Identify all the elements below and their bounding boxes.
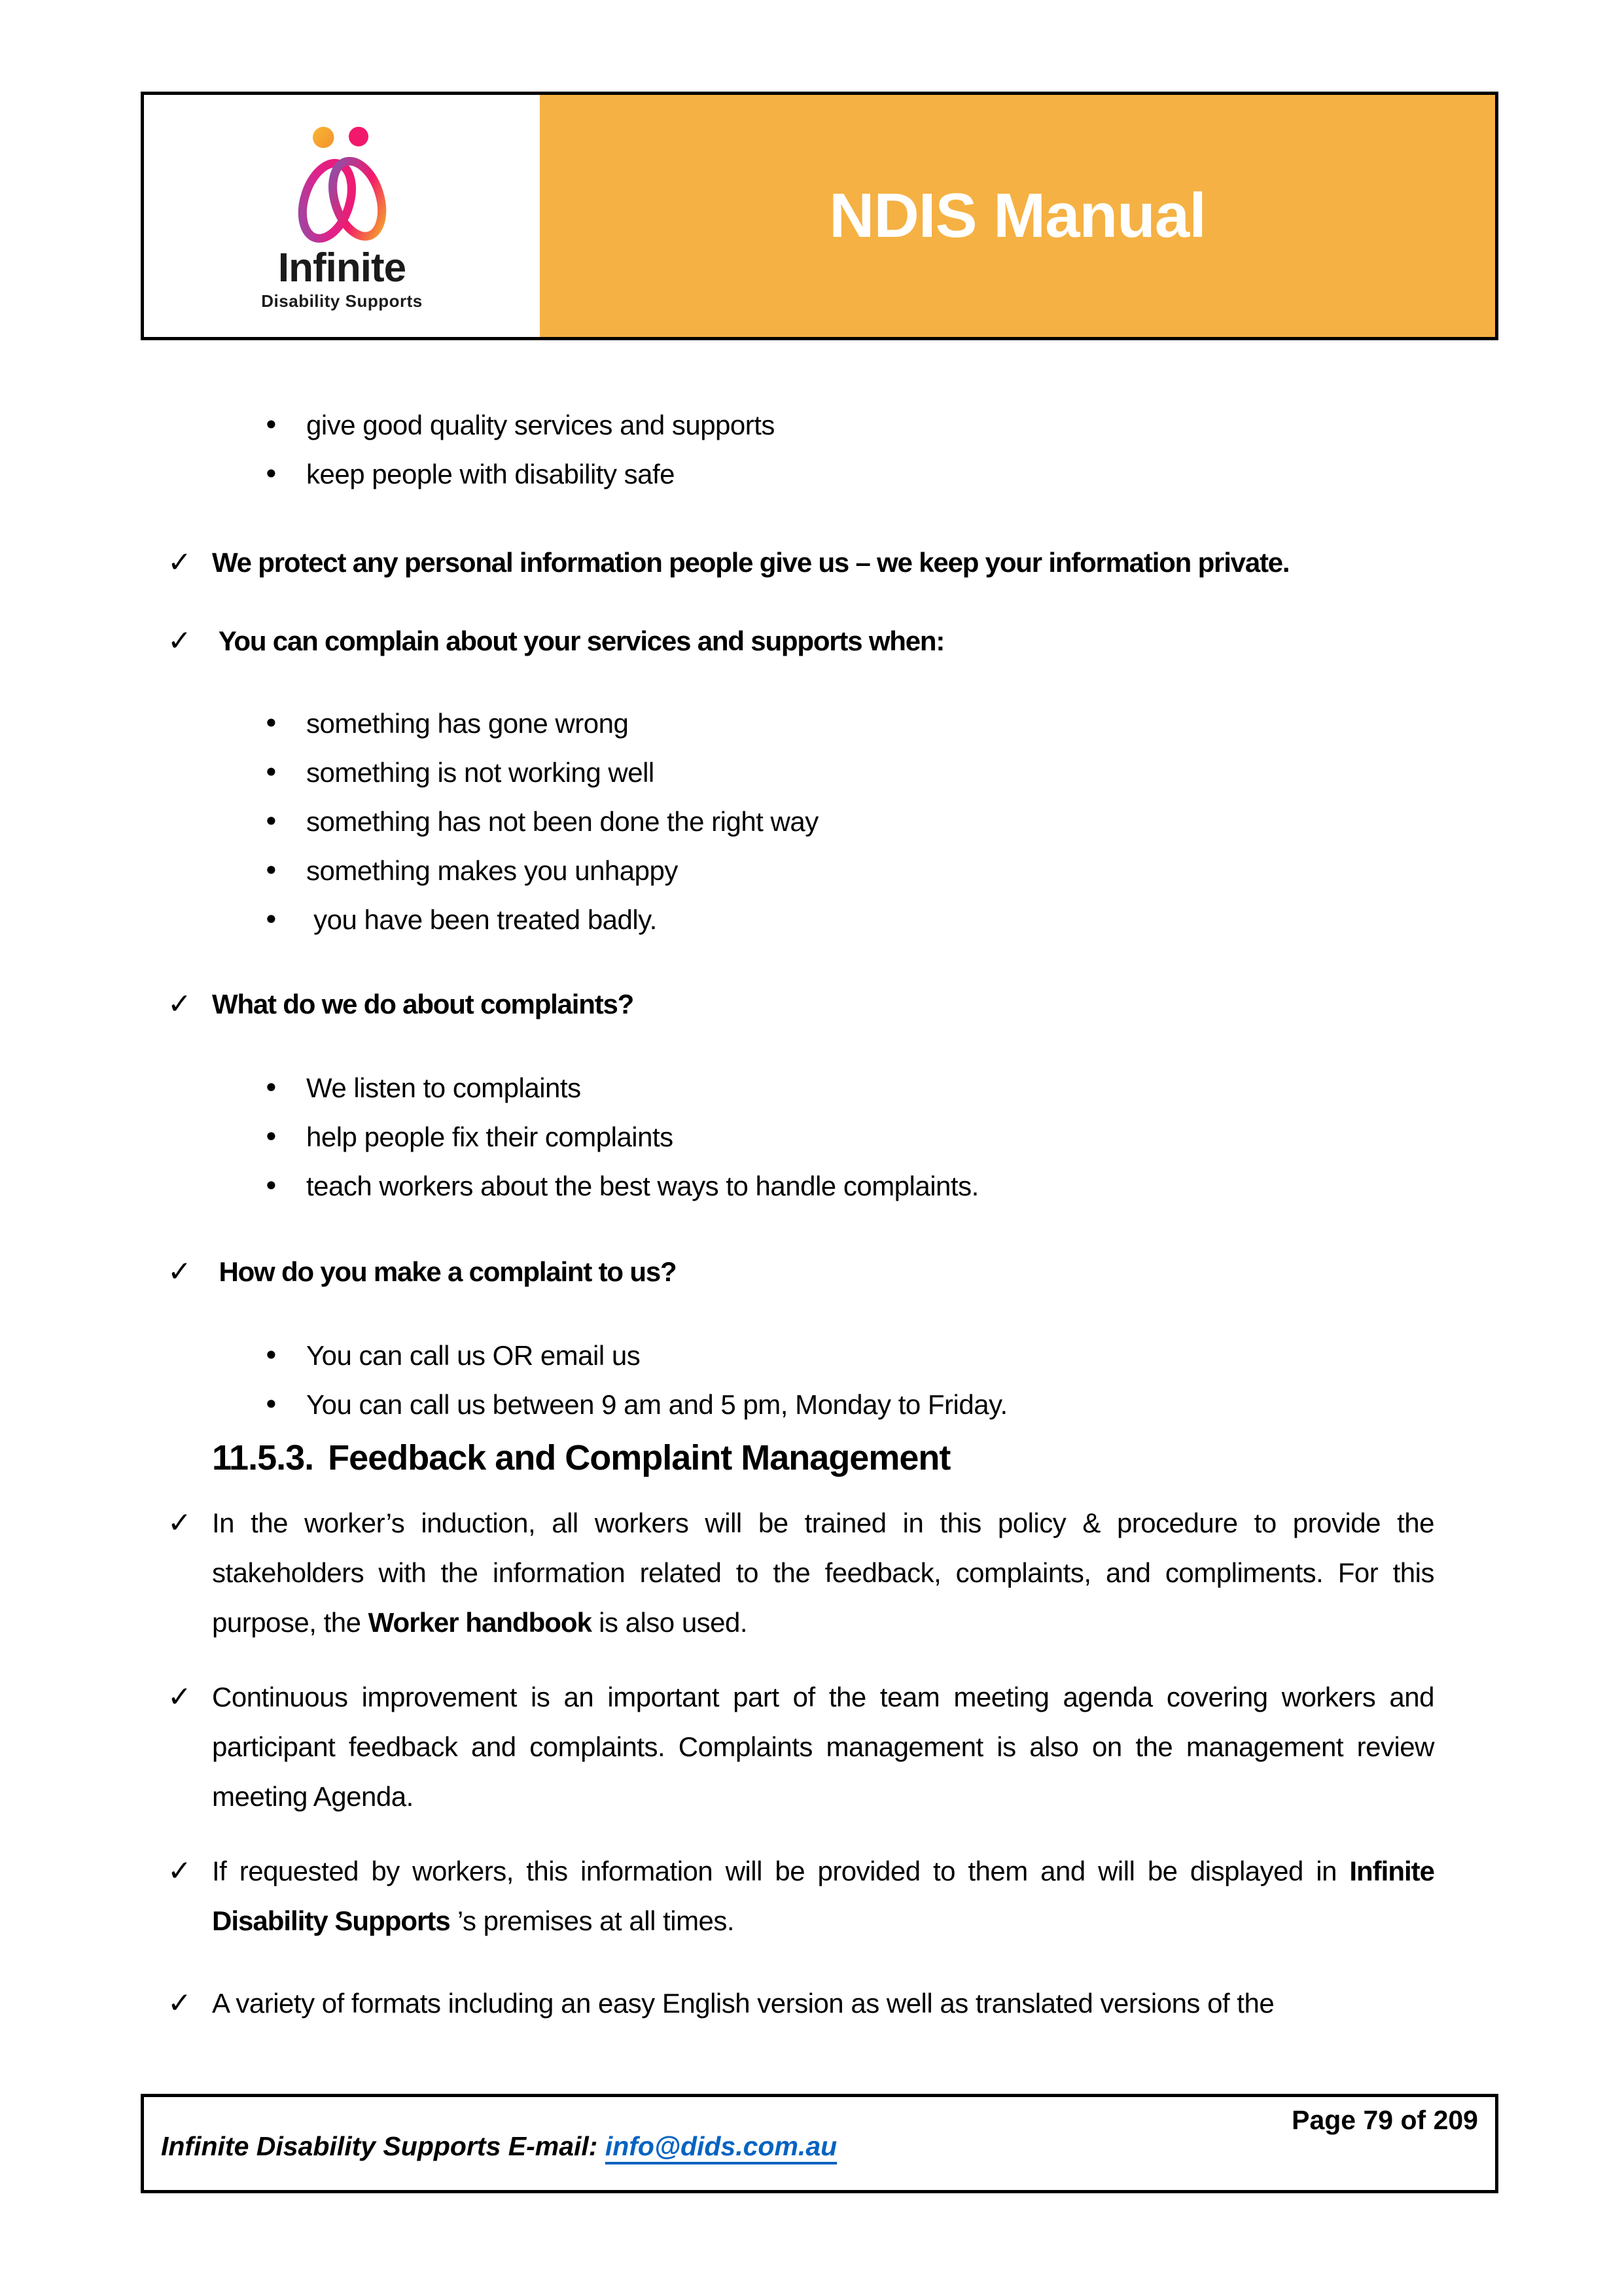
checkmark-icon: ✓ [168, 1854, 192, 1888]
footer-email-label: Infinite Disability Supports E-mail: [161, 2131, 605, 2161]
list-item [0, 450, 1624, 499]
list-item [0, 1380, 1624, 1429]
logo-brand: Infinite [277, 245, 406, 291]
check-item-what-we-do [0, 980, 1624, 1029]
footer-email-link[interactable]: info@dids.com.au [605, 2131, 838, 2161]
bullet-icon: • [263, 904, 279, 936]
logo-subtext: Disability Supports [261, 291, 423, 311]
checkmark-icon: ✓ [168, 1506, 192, 1540]
list-item-text: something has gone wrong [306, 708, 629, 739]
bullet-icon: • [263, 1388, 279, 1421]
list-item-text: You can call us OR email us [306, 1340, 641, 1371]
bullet-icon: • [263, 805, 279, 838]
header-title-cell [540, 95, 1495, 337]
footer-page-number: Page 79 of 209 [1292, 2105, 1478, 2135]
section-heading [0, 1432, 1624, 1484]
list-item [0, 846, 1624, 895]
list-item-text: teach workers about the best ways to handle complaints. [306, 1171, 979, 1201]
checkmark-icon: ✓ [168, 624, 191, 658]
bullet-list-contact [0, 1331, 1624, 1429]
check-item-protect-information [0, 538, 1624, 587]
list-item-text: We listen to complaints [306, 1072, 581, 1103]
paragraph-text: If requested by workers, this information will be provided to them and will be displayed in Infinite Disability Supports ’s premises at all times. [212, 1856, 1434, 1936]
checkmark-icon: ✓ [168, 1680, 192, 1714]
list-item [0, 895, 1624, 944]
bullet-icon: • [263, 409, 279, 441]
list-item-text: help people fix their complaints [306, 1122, 673, 1152]
check-item-text: We protect any personal information people give us – we keep your information private. [212, 547, 1290, 578]
footer [141, 2094, 1498, 2193]
paragraph-text: Continuous improvement is an important part of the team meeting agenda covering workers and participant feedback and complaints. Complaints management is also on the management review meeting Agenda. [212, 1682, 1434, 1812]
heading-text: Feedback and Complaint Management [328, 1438, 951, 1477]
list-item [0, 1331, 1624, 1380]
heading-number: 11.5.3. [212, 1438, 314, 1477]
bullet-icon: • [263, 458, 279, 490]
footer-contact [161, 2131, 837, 2190]
list-item [0, 748, 1624, 797]
paragraph-continuous-improvement [0, 1672, 1624, 1822]
header [141, 92, 1498, 340]
list-item-text: something has not been done the right way [306, 806, 819, 837]
list-item-text: you have been treated badly. [306, 904, 657, 935]
logo [144, 95, 540, 337]
list-item [0, 400, 1624, 450]
list-item-text: something is not working well [306, 757, 654, 788]
check-item-how-complain [0, 1247, 1624, 1296]
check-item-text: How do you make a complaint to us? [212, 1256, 677, 1287]
check-item-text: You can complain about your services and supports when: [212, 626, 945, 656]
paragraph-displayed-premises [0, 1846, 1624, 1946]
list-item [0, 1161, 1624, 1210]
checkmark-icon: ✓ [168, 1255, 191, 1288]
page-title: NDIS Manual [829, 181, 1206, 251]
paragraph-text: In the worker’s induction, all workers will be trained in this policy & procedure to provide the stakeholders with the information related to the feedback, complaints, and compliments. For this purpose, the Worker handbook is also used. [212, 1508, 1434, 1638]
bullet-icon: • [263, 756, 279, 788]
paragraph-text: A variety of formats including an easy English version as well as translated versions of the [212, 1988, 1275, 2019]
list-item [0, 1112, 1624, 1161]
bullet-icon: • [263, 1339, 279, 1371]
list-item [0, 797, 1624, 846]
bullet-icon: • [263, 855, 279, 887]
list-item [0, 699, 1624, 748]
check-item-complain-when [0, 616, 1624, 665]
bullet-list-intro [0, 400, 1624, 499]
paragraph-induction [0, 1498, 1624, 1648]
bullet-icon: • [263, 1170, 279, 1202]
document-body [0, 340, 1624, 2028]
check-item-text: What do we do about complaints? [212, 989, 634, 1019]
paragraph-variety-formats [0, 1979, 1624, 2028]
checkmark-icon: ✓ [168, 1987, 192, 2020]
list-item [0, 1063, 1624, 1112]
bullet-icon: • [263, 1072, 279, 1104]
checkmark-icon: ✓ [168, 987, 191, 1021]
list-item-text: keep people with disability safe [306, 459, 675, 489]
list-item-text: give good quality services and supports [306, 410, 775, 440]
bullet-icon: • [263, 707, 279, 739]
bullet-list-complaint-actions [0, 1063, 1624, 1210]
checkmark-icon: ✓ [168, 546, 191, 579]
list-item-text: You can call us between 9 am and 5 pm, Monday to Friday. [306, 1389, 1008, 1420]
bullet-icon: • [263, 1121, 279, 1153]
bullet-list-complain-reasons [0, 699, 1624, 944]
list-item-text: something makes you unhappy [306, 855, 678, 886]
infinity-logo-icon [260, 121, 424, 252]
